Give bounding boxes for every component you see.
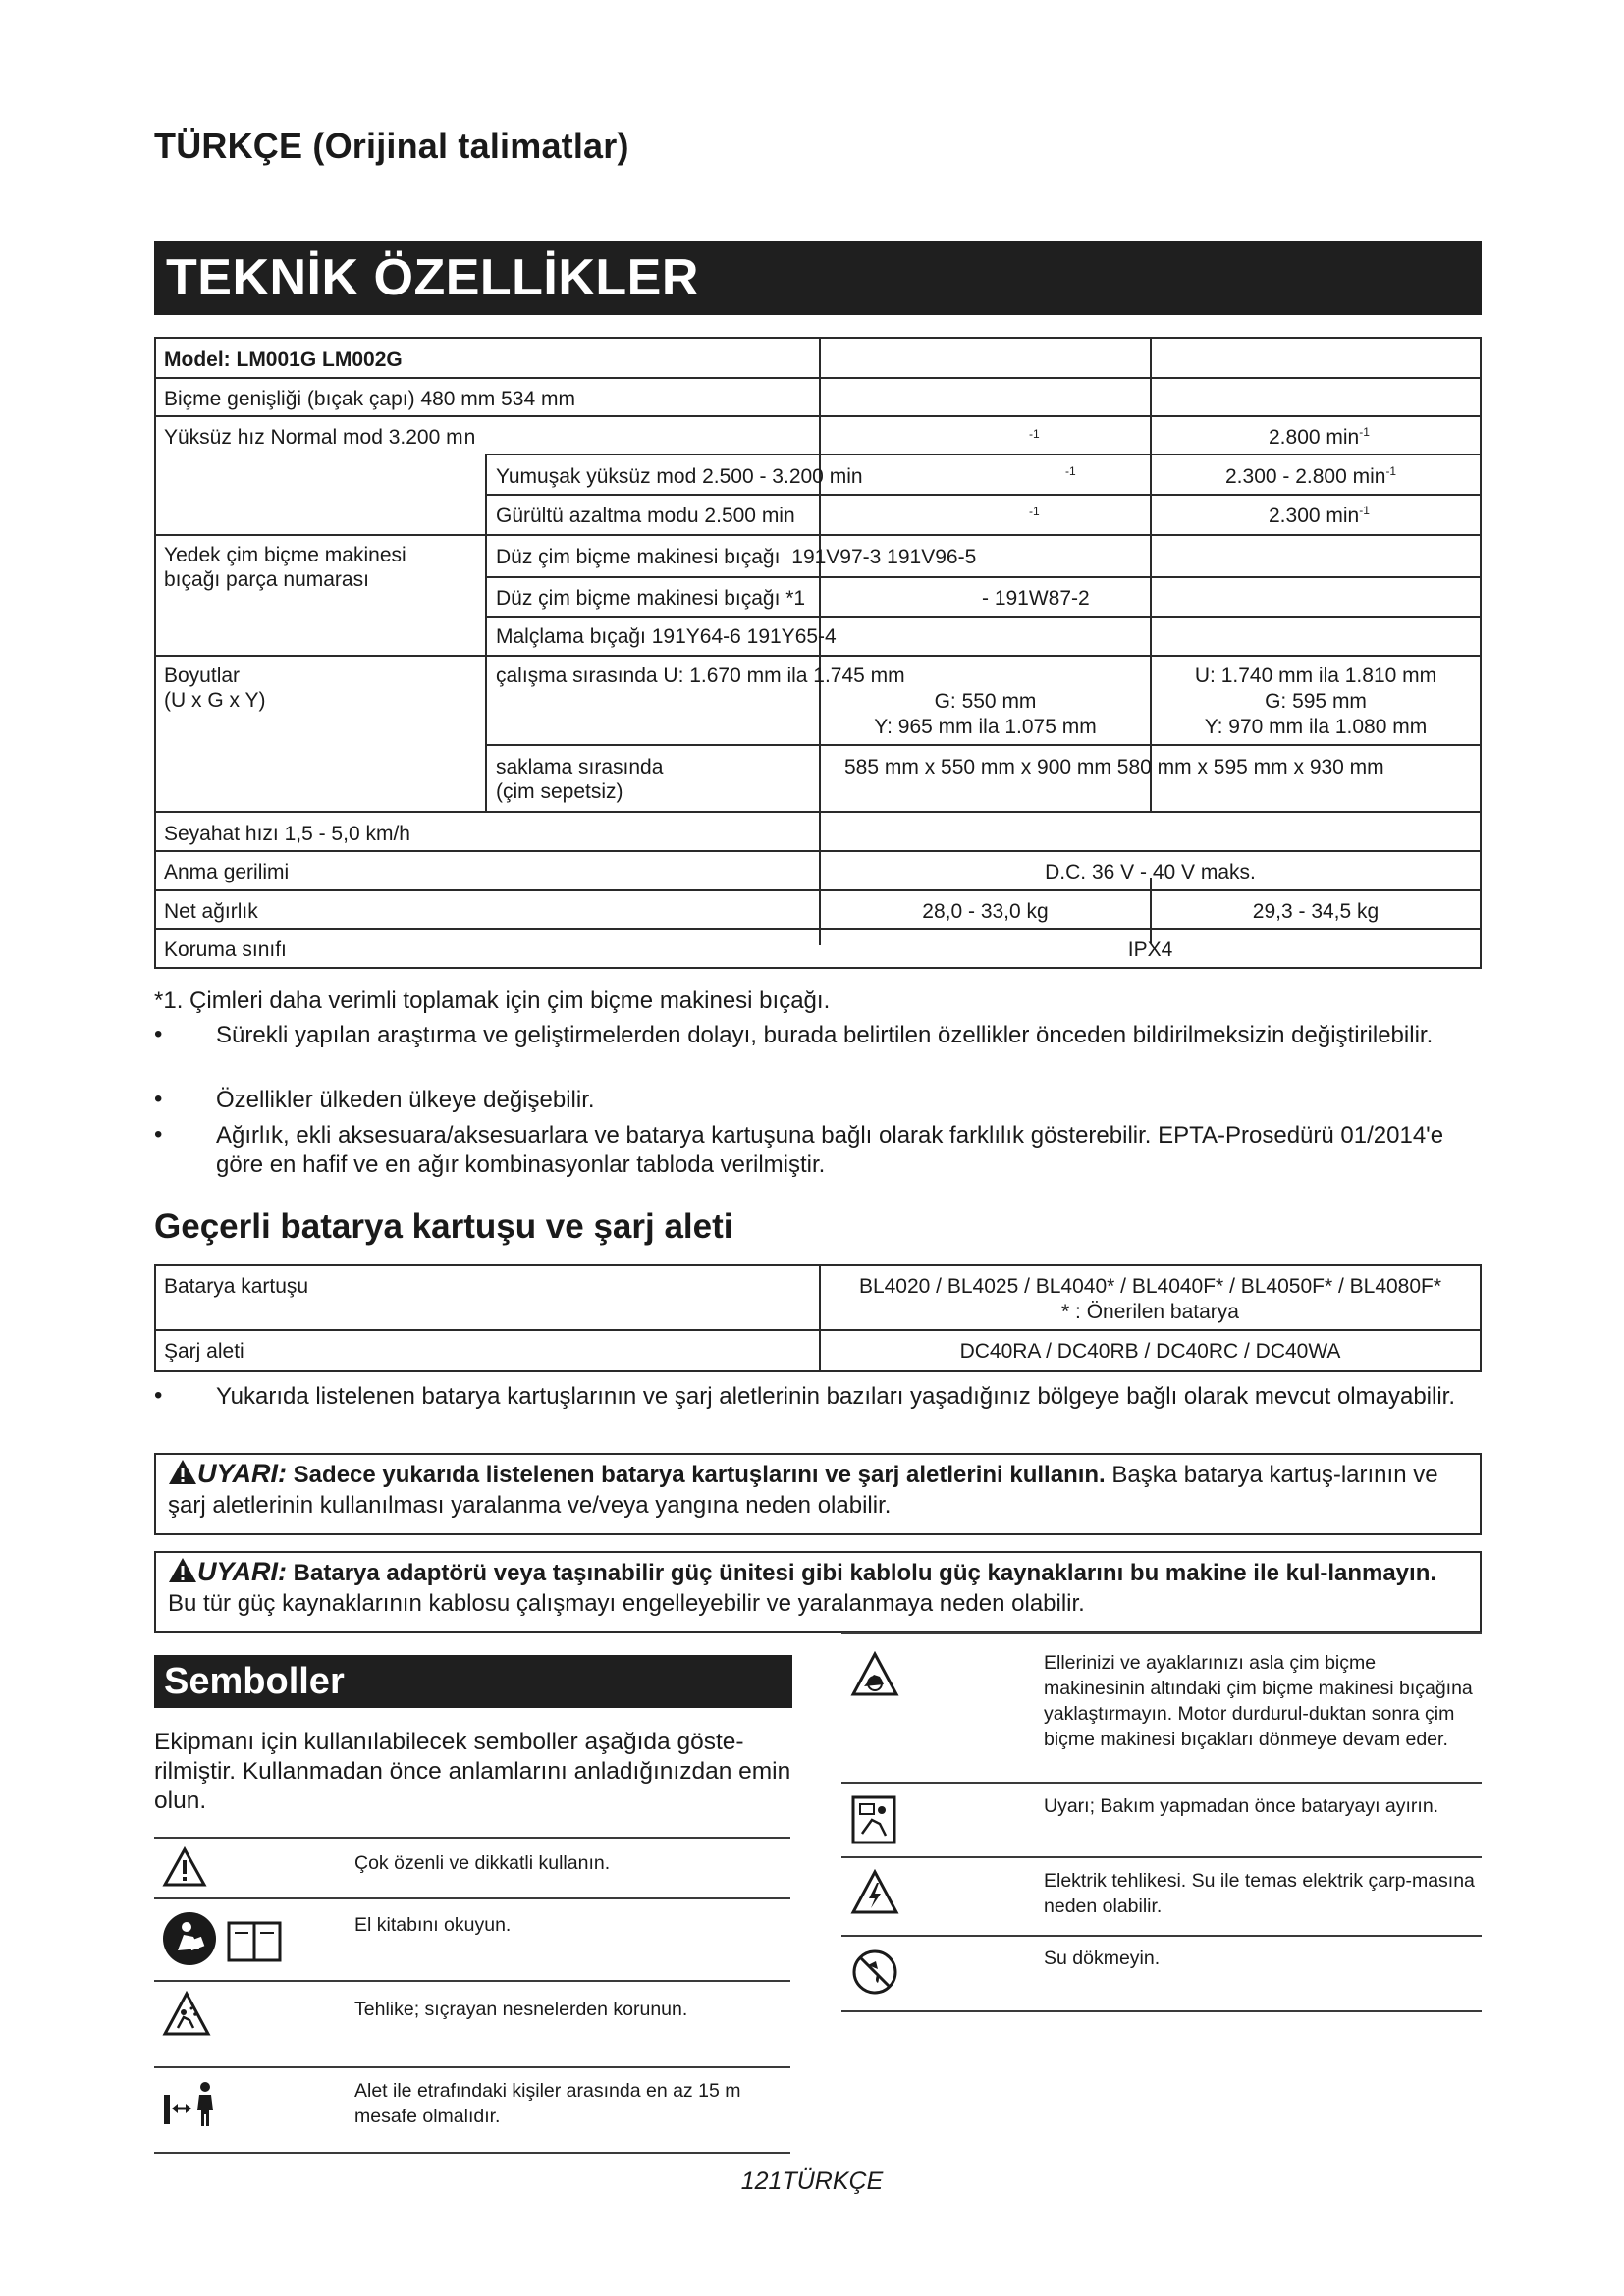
battery-cartridge-label: Batarya kartuşu bbox=[164, 1275, 309, 1298]
spec-store-value: 585 mm x 550 mm x 900 mm 580 mm x 595 mm x 930 mm bbox=[844, 756, 1384, 778]
hand-foot-blade-icon bbox=[850, 1651, 899, 1698]
keep-distance-icon bbox=[160, 2079, 221, 2130]
no-water-icon bbox=[850, 1948, 899, 1997]
spec-op2-y: Y: 970 mm ila 1.080 mm bbox=[1204, 716, 1428, 738]
spec-cut-width: Biçme genişliği (bıçak çapı) 480 mm 534 mm bbox=[164, 388, 575, 410]
spec-spare-label: Yedek çim biçme makinesi bıçağı parça numarası bbox=[164, 544, 406, 591]
spec-voltage-label: Anma gerilimi bbox=[164, 861, 290, 883]
spec-op-label: çalışma sırasında U: 1.670 mm ila 1.745 mm bbox=[496, 665, 905, 687]
symbols-banner: Semboller bbox=[154, 1655, 792, 1708]
symbol-left-text-2: El kitabını okuyun. bbox=[354, 1914, 512, 1936]
spec-weight-lm001: 28,0 - 33,0 kg bbox=[922, 900, 1049, 923]
warning-label: UYARI: bbox=[197, 1459, 287, 1488]
read-manual-icon bbox=[160, 1909, 290, 1968]
spec-normal-lm002: 2.800 $\min^{-1}$ bbox=[1269, 425, 1370, 449]
warning-bold: Sadece yukarıda listelenen batarya kartuşlarını ve şarj aletlerini kullanın. bbox=[293, 1462, 1106, 1488]
note-bullet-1: Sürekli yapılan araştırma ve geliştirmelerden dolayı, burada belirtilen özellikler önceden bildirilmeksizin değiştirilebilir. bbox=[216, 1022, 1434, 1048]
page-footer: 121TÜRKÇE bbox=[740, 2167, 884, 2195]
spec-weight-label: Net ağırlık bbox=[164, 900, 258, 923]
charger-value: DC40RA / DC40RB / DC40RC / DC40WA bbox=[959, 1340, 1341, 1362]
spec-blade-flat-2-lm002: - 191W87-2 bbox=[982, 587, 1090, 610]
symbol-right-text-4: Su dökmeyin. bbox=[1044, 1948, 1161, 1969]
warning-text: Bu tür güç kaynaklarının kablosu çalışmayı engelleyebilir ve yaralanmaya neden olabilir. bbox=[168, 1590, 1085, 1617]
note-bullet-2: Özellikler ülkeden ülkeye değişebilir. bbox=[216, 1087, 595, 1113]
spec-dims-label: Boyutlar (U x G x Y) bbox=[164, 665, 266, 712]
spec-blade-flat-2: Düz çim biçme makinesi bıçağı *1 bbox=[496, 587, 806, 610]
spec-soft-sup: -1 bbox=[1065, 464, 1076, 478]
battery-bullet: Yukarıda listelenen batarya kartuşlarının ve şarj aletlerinin bazıları yaşadığınız bölgeye bağlı olarak mevcut olmayabilir. bbox=[216, 1383, 1456, 1410]
spec-noload-normal: Yüksüz hız Normal mod 3.200 mn bbox=[164, 426, 476, 449]
symbols-intro: Ekipmanı için kullanılabilecek semboller aşağıda göste-rilmiştir. Kullanmadan önce anlamlarını anladığınızdan emin olun. bbox=[154, 1729, 791, 1814]
spec-noise-mode: Gürültü azaltma modu 2.500 min bbox=[496, 505, 795, 527]
spec-store-label: saklama sırasında (çim sepetsiz) bbox=[496, 756, 664, 803]
spec-model: Model: LM001G LM002G bbox=[164, 348, 403, 371]
electric-hazard-icon bbox=[850, 1869, 899, 1916]
language-title: TÜRKÇE (Orijinal talimatlar) bbox=[154, 126, 629, 166]
warning-box-1 bbox=[154, 1453, 1482, 1535]
battery-heading: Geçerli batarya kartuşu ve şarj aleti bbox=[154, 1207, 733, 1246]
warning-triangle-icon bbox=[168, 1459, 197, 1485]
bullet-glyph: • bbox=[154, 1021, 163, 1047]
spec-blade-mulch: Malçlama bıçağı 191Y64-6 191Y65-4 bbox=[496, 625, 837, 648]
remove-battery-icon bbox=[850, 1794, 897, 1845]
warning-bold: Batarya adaptörü veya taşınabilir güç ünitesi gibi kablolu güç kaynaklarını bu makine ile kul-lanmayın. bbox=[293, 1560, 1437, 1586]
symbol-left-text-3: Tehlike; sıçrayan nesnelerden korunun. bbox=[354, 1999, 688, 2020]
symbol-right-text-3: Elektrik tehlikesi. Su ile temas elektrik çarp-masına neden olabilir. bbox=[1044, 1870, 1475, 1917]
spec-op2-u: U: 1.740 mm ila 1.810 mm bbox=[1194, 665, 1437, 687]
warning-triangle-icon bbox=[162, 1846, 207, 1888]
symbol-right-text-2: Uyarı; Bakım yapmadan önce bataryayı ayırın. bbox=[1044, 1795, 1439, 1817]
spec-banner: TEKNİK ÖZELLİKLER bbox=[154, 241, 1482, 315]
bullet-glyph: • bbox=[154, 1121, 163, 1148]
spec-voltage: D.C. 36 V - 40 V maks. bbox=[1045, 861, 1256, 883]
bullet-glyph: • bbox=[154, 1086, 163, 1112]
warning-text: Başka batarya kartuş-larının ve şarj aletlerinin kullanılması yaralanma ve/veya yangına neden olabilir. bbox=[168, 1462, 1438, 1519]
spec-soft-mode: Yumuşak yüksüz mod 2.500 - 3.200 min bbox=[496, 465, 863, 488]
spec-travel: Seyahat hızı 1,5 - 5,0 km/h bbox=[164, 823, 410, 845]
warning-triangle-icon bbox=[168, 1557, 197, 1583]
symbol-left-text-1: Çok özenli ve dikkatli kullanın. bbox=[354, 1852, 611, 1874]
bullet-glyph: • bbox=[154, 1382, 163, 1409]
spec-protect: IPX4 bbox=[1127, 938, 1173, 961]
spec-noise-sup: -1 bbox=[1029, 505, 1040, 518]
spec-noload-sup: -1 bbox=[1029, 427, 1040, 441]
battery-cartridge-note: * : Önerilen batarya bbox=[1061, 1301, 1239, 1323]
symbol-right-text-1: Ellerinizi ve ayaklarınızı asla çim biçme makinesinin altındaki çim biçme makinesi bıçağına yaklaştırmayın. Motor durdurul-duktan sonra çim biçme makinesi bıçakları dönmeye devam eder. bbox=[1044, 1652, 1473, 1750]
spec-weight-lm002: 29,3 - 34,5 kg bbox=[1252, 900, 1380, 923]
flying-objects-icon bbox=[162, 1991, 211, 2038]
symbol-left-text-4: Alet ile etrafındaki kişiler arasında en az 15 m mesafe olmalıdır. bbox=[354, 2080, 741, 2127]
spec-noise-lm002: 2.300 $\min^{-1}$ bbox=[1269, 504, 1370, 527]
spec-op-y: Y: 965 mm ila 1.075 mm bbox=[874, 716, 1097, 738]
warning-box-2 bbox=[154, 1551, 1482, 1633]
battery-cartridge-value: BL4020 / BL4025 / BL4040* / BL4040F* / BL4050F* / BL4080F* bbox=[858, 1275, 1442, 1298]
spec-protect-label: Koruma sınıfı bbox=[164, 938, 287, 961]
spec-soft-lm002: 2.300 - 2.800 $\min^{-1}$ bbox=[1225, 464, 1397, 488]
note-bullet-3: Ağırlık, ekli aksesuara/aksesuarlara ve batarya kartuşuna bağlı olarak farklılık gösterebilir. EPTA-Prosedürü 01/2014'e göre en hafif ve en ağır kombinasyonlar tabloda verilmiştir. bbox=[216, 1122, 1444, 1178]
warning-label: UYARI: bbox=[197, 1557, 287, 1586]
charger-label: Şarj aleti bbox=[164, 1340, 244, 1362]
spec-blade-flat: Düz çim biçme makinesi bıçağı 191V97-3 191V96-5 bbox=[496, 546, 977, 568]
spec-op-g: G: 550 mm bbox=[934, 690, 1037, 713]
spec-footnote: *1. Çimleri daha verimli toplamak için çim biçme makinesi bıçağı. bbox=[154, 988, 831, 1014]
spec-op2-g: G: 595 mm bbox=[1265, 690, 1367, 713]
